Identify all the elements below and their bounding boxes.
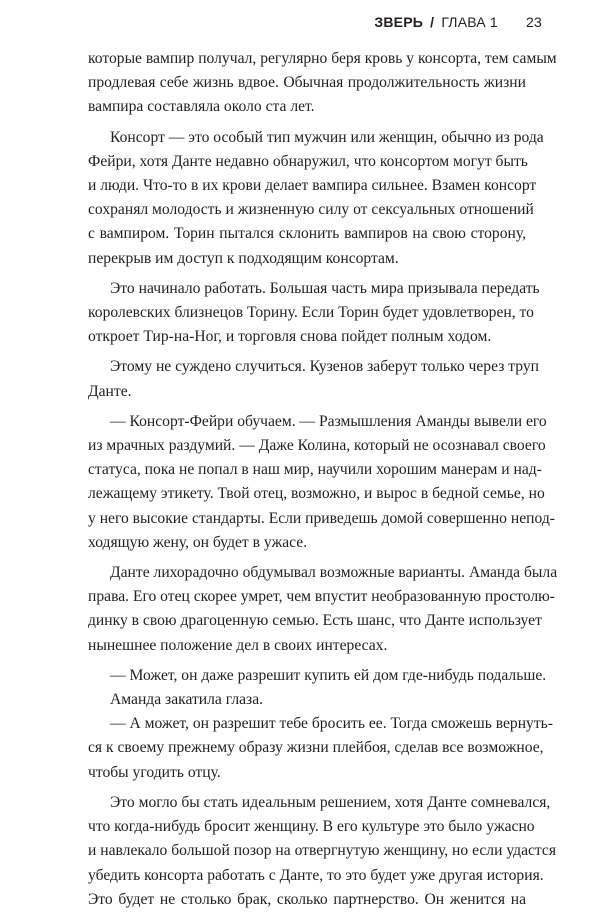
text-line: Данте лихорадочно обдумывал возможные варианты. Аманда была (110, 564, 558, 582)
paragraph (88, 47, 557, 120)
book-title: ЗВЕРЬ (374, 14, 424, 30)
text-line: — А может, он разрешит тебе бросить ее. Тогда сможешь вернуть- (110, 715, 553, 733)
text-line: и навлекало большой позор на отвергнутую женщину, но если удастся (88, 842, 557, 860)
text-line: права. Его отец скорее умрет, чем впустит необразованную простолю- (88, 588, 555, 606)
text-line: продлевая себе жизнь вдвое. Обычная продолжительность жизни (88, 74, 526, 92)
text-line: чтобы угодить отцу. (88, 763, 221, 781)
text-line: королевских близнецов Торину. Если Торин будет удовлетворен, то (88, 304, 534, 322)
text-line: нынешнее положение дел в своих интересах. (88, 636, 388, 654)
text-line: Аманда закатила глаза. (110, 691, 264, 709)
text-line: сохранял молодость и жизненную силу от сексуальных отношений (88, 201, 534, 219)
text-line: Это будет не столько брак, сколько партнерство. Он женится на (88, 890, 526, 908)
text-line: вампира составляла около ста лет. (88, 98, 315, 116)
text-line: Консорт — это особый тип мужчин или женщин, обычно из рода (110, 128, 544, 146)
text-line: с вампиром. Торин пытался склонить вампиров на свою сторону, (88, 225, 526, 243)
text-line: статуса, пока не попал в наш мир, научили хорошим манерам и над- (88, 461, 542, 479)
paragraph (88, 126, 544, 271)
paragraph (88, 664, 547, 688)
text-line: — Может, он даже разрешит купить ей дом где-нибудь подальше. (110, 666, 547, 684)
paragraph (88, 791, 557, 912)
text-line: Это могло бы стать идеальным решением, хотя Данте сомневался, (110, 793, 551, 811)
text-line: Этому не суждено случиться. Кузенов заберут только через труп (110, 358, 539, 376)
text-line: Данте. (88, 382, 132, 400)
text-line: — Консорт-Фейри обучаем. — Размышления Аманды вывели его (110, 412, 547, 430)
running-head (374, 14, 542, 30)
text-line: ходящую жену, он будет в ужасе. (88, 533, 308, 551)
paragraph (88, 410, 555, 555)
text-line: у него высокие стандарты. Если приведешь домой совершенно непод- (88, 509, 555, 527)
paragraph (88, 355, 539, 403)
text-line: что когда-нибудь бросит женщину. В его культуре это было ужасно (88, 818, 535, 836)
chapter-label: ГЛАВА 1 (441, 14, 498, 30)
text-line: динку в свою драгоценную семью. Есть шанс, что Данте использует (88, 612, 542, 630)
text-line: ся к своему прежнему образу жизни плейбоя, сделав все возможное, (88, 739, 544, 757)
text-line: и люди. Что-то в их крови делает вампира сильнее. Взамен консорт (88, 177, 537, 195)
text-line: убедить консорта работать с Данте, то это будет уже другая история. (88, 866, 544, 884)
paragraph (88, 688, 526, 712)
text-line: откроет Тир-на-Ног, и торговля снова пойдет полным ходом. (88, 328, 492, 346)
text-line: которые вампир получал, регулярно беря кровь у консорта, тем самым (88, 50, 557, 67)
text-line: Это начинало работать. Большая часть мира призывала передать (110, 279, 540, 297)
text-line: перекрыв им доступ к подходящим консортам. (88, 249, 399, 267)
paragraph (88, 712, 553, 785)
body-text (88, 47, 558, 912)
paragraph (88, 277, 540, 350)
head-separator: / (430, 14, 435, 30)
text-line: из мрачных раздумий. — Даже Колина, который не осознавал своего (88, 437, 546, 455)
text-line: Фейри, хотя Данте недавно обнаружил, что консортом могут быть (88, 152, 528, 170)
text-line: лежащему этикету. Твой отец, возможно, и вырос в бедной семье, но (88, 485, 545, 503)
page-number: 23 (526, 14, 542, 30)
paragraph (88, 561, 558, 658)
